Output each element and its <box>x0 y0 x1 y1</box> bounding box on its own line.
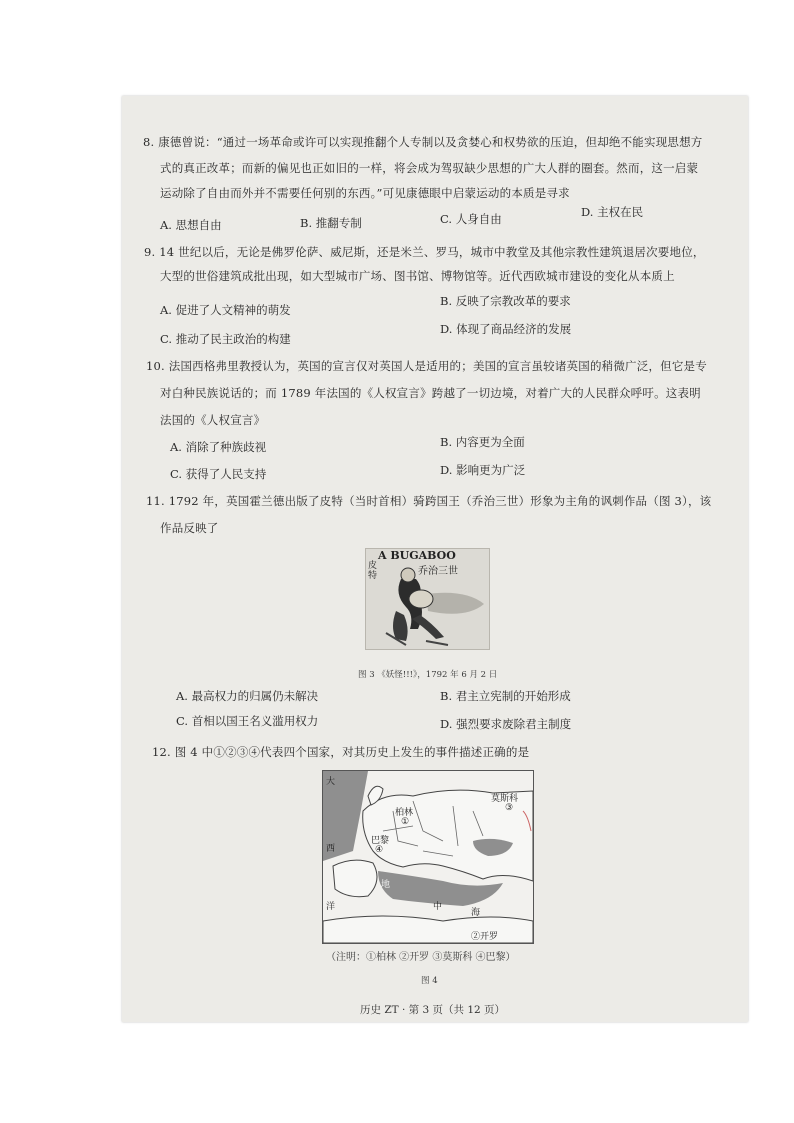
map-marker-4: ④ <box>375 845 384 855</box>
q9-option-c: C. 推动了民主政治的构建 <box>160 332 291 346</box>
q10-option-b: B. 内容更为全面 <box>440 435 525 449</box>
q10-option-a: A. 消除了种族歧视 <box>170 440 267 454</box>
q9-option-d: D. 体现了商品经济的发展 <box>440 322 572 336</box>
map-label-yang: 洋 <box>326 902 336 912</box>
q11-option-d: D. 强烈要求废除君主制度 <box>440 717 572 731</box>
figure-3-caption: 图 3 《妖怪!!!》，1792 年 6 月 2 日 <box>358 670 498 680</box>
q11-line-1: 11. 1792 年，英国霍兰德出版了皮特（当时首相）骑跨国王（乔治三世）形象为主角的讽刺作品（图 3），该 <box>146 494 712 508</box>
q11-option-a: A. 最高权力的归属仍未解决 <box>176 689 319 703</box>
q10-line-2: 对白种民族说话的；而 1789 年法国的《人权宣言》跨越了一切边境，对着广大的人民群众呼吁。这表明 <box>160 386 701 400</box>
figure-4-note: （注明：①柏林 ②开罗 ③莫斯科 ④巴黎） <box>326 952 516 963</box>
q9-line-1: 9. 14 世纪以后，无论是佛罗伦萨、威尼斯，还是米兰、罗马，城市中教堂及其他宗教性建筑退居次要地位， <box>144 245 705 259</box>
satire-cartoon-figure-3 <box>365 548 490 650</box>
q10-line-3: 法国的《人权宣言》 <box>160 413 266 427</box>
map-label-hai: 海 <box>471 908 481 918</box>
map-label-xi: 西 <box>326 844 336 854</box>
q10-option-c: C. 获得了人民支持 <box>170 467 267 481</box>
q8-option-c: C. 人身自由 <box>440 212 502 226</box>
q9-option-b: B. 反映了宗教改革的要求 <box>440 294 571 308</box>
map-label-da: 大 <box>326 777 336 787</box>
map-label-zhong: 中 <box>433 902 443 912</box>
q12-line-1: 12. 图 4 中①②③④代表四个国家，对其历史上发生的事件描述正确的是 <box>152 745 530 759</box>
q10-option-d: D. 影响更为广泛 <box>440 463 526 477</box>
q8-line-3: 运动除了自由而外并不需要任何别的东西。”可见康德眼中启蒙运动的本质是寻求 <box>160 186 570 200</box>
figure-4-caption: 图 4 <box>421 976 438 986</box>
q8-option-a: A. 思想自由 <box>160 218 222 232</box>
q11-option-b: B. 君主立宪制的开始形成 <box>440 689 571 703</box>
cartoon-title: A BUGABOO <box>378 549 456 562</box>
map-label-moscow: 莫斯科 <box>491 794 519 804</box>
q11-line-2: 作品反映了 <box>160 521 219 535</box>
map-label-berlin: 柏林 <box>395 808 414 818</box>
map-marker-1: ① <box>401 817 410 827</box>
q8-option-b: B. 推翻专制 <box>300 216 362 230</box>
map-label-di: 地 <box>381 880 391 890</box>
q10-line-1: 10. 法国西格弗里教授认为，英国的宣言仅对英国人是适用的；美国的宣言虽较诸英国的稍微广泛，但它是专 <box>146 359 707 373</box>
q9-option-a: A. 促进了人文精神的萌发 <box>160 303 291 317</box>
map-label-paris: 巴黎 <box>371 836 390 846</box>
map-marker-3: ③ <box>505 803 514 813</box>
cartoon-label-pitt: 皮特 <box>368 561 378 581</box>
europe-map-figure-4 <box>322 770 534 944</box>
q8-option-d: D. 主权在民 <box>581 205 644 219</box>
map-label-cairo: ②开罗 <box>471 932 499 942</box>
q11-option-c: C. 首相以国王名义滥用权力 <box>176 714 319 728</box>
q8-line-2: 式的真正改革；而新的偏见也正如旧的一样，将会成为驾驭缺少思想的广大人群的圈套。然而，这一启蒙 <box>160 161 699 175</box>
page-footer: 历史 ZT · 第 3 页（共 12 页） <box>360 1004 506 1016</box>
cartoon-label-king: 乔治三世 <box>418 566 458 577</box>
q9-line-2: 大型的世俗建筑成批出现，如大型城市广场、图书馆、博物馆等。近代西欧城市建设的变化从本质上 <box>160 269 675 283</box>
q8-line-1: 8. 康德曾说：“通过一场革命或许可以实现推翻个人专制以及贪婪心和权势欲的压迫，但却绝不能实现思想方 <box>143 135 703 149</box>
